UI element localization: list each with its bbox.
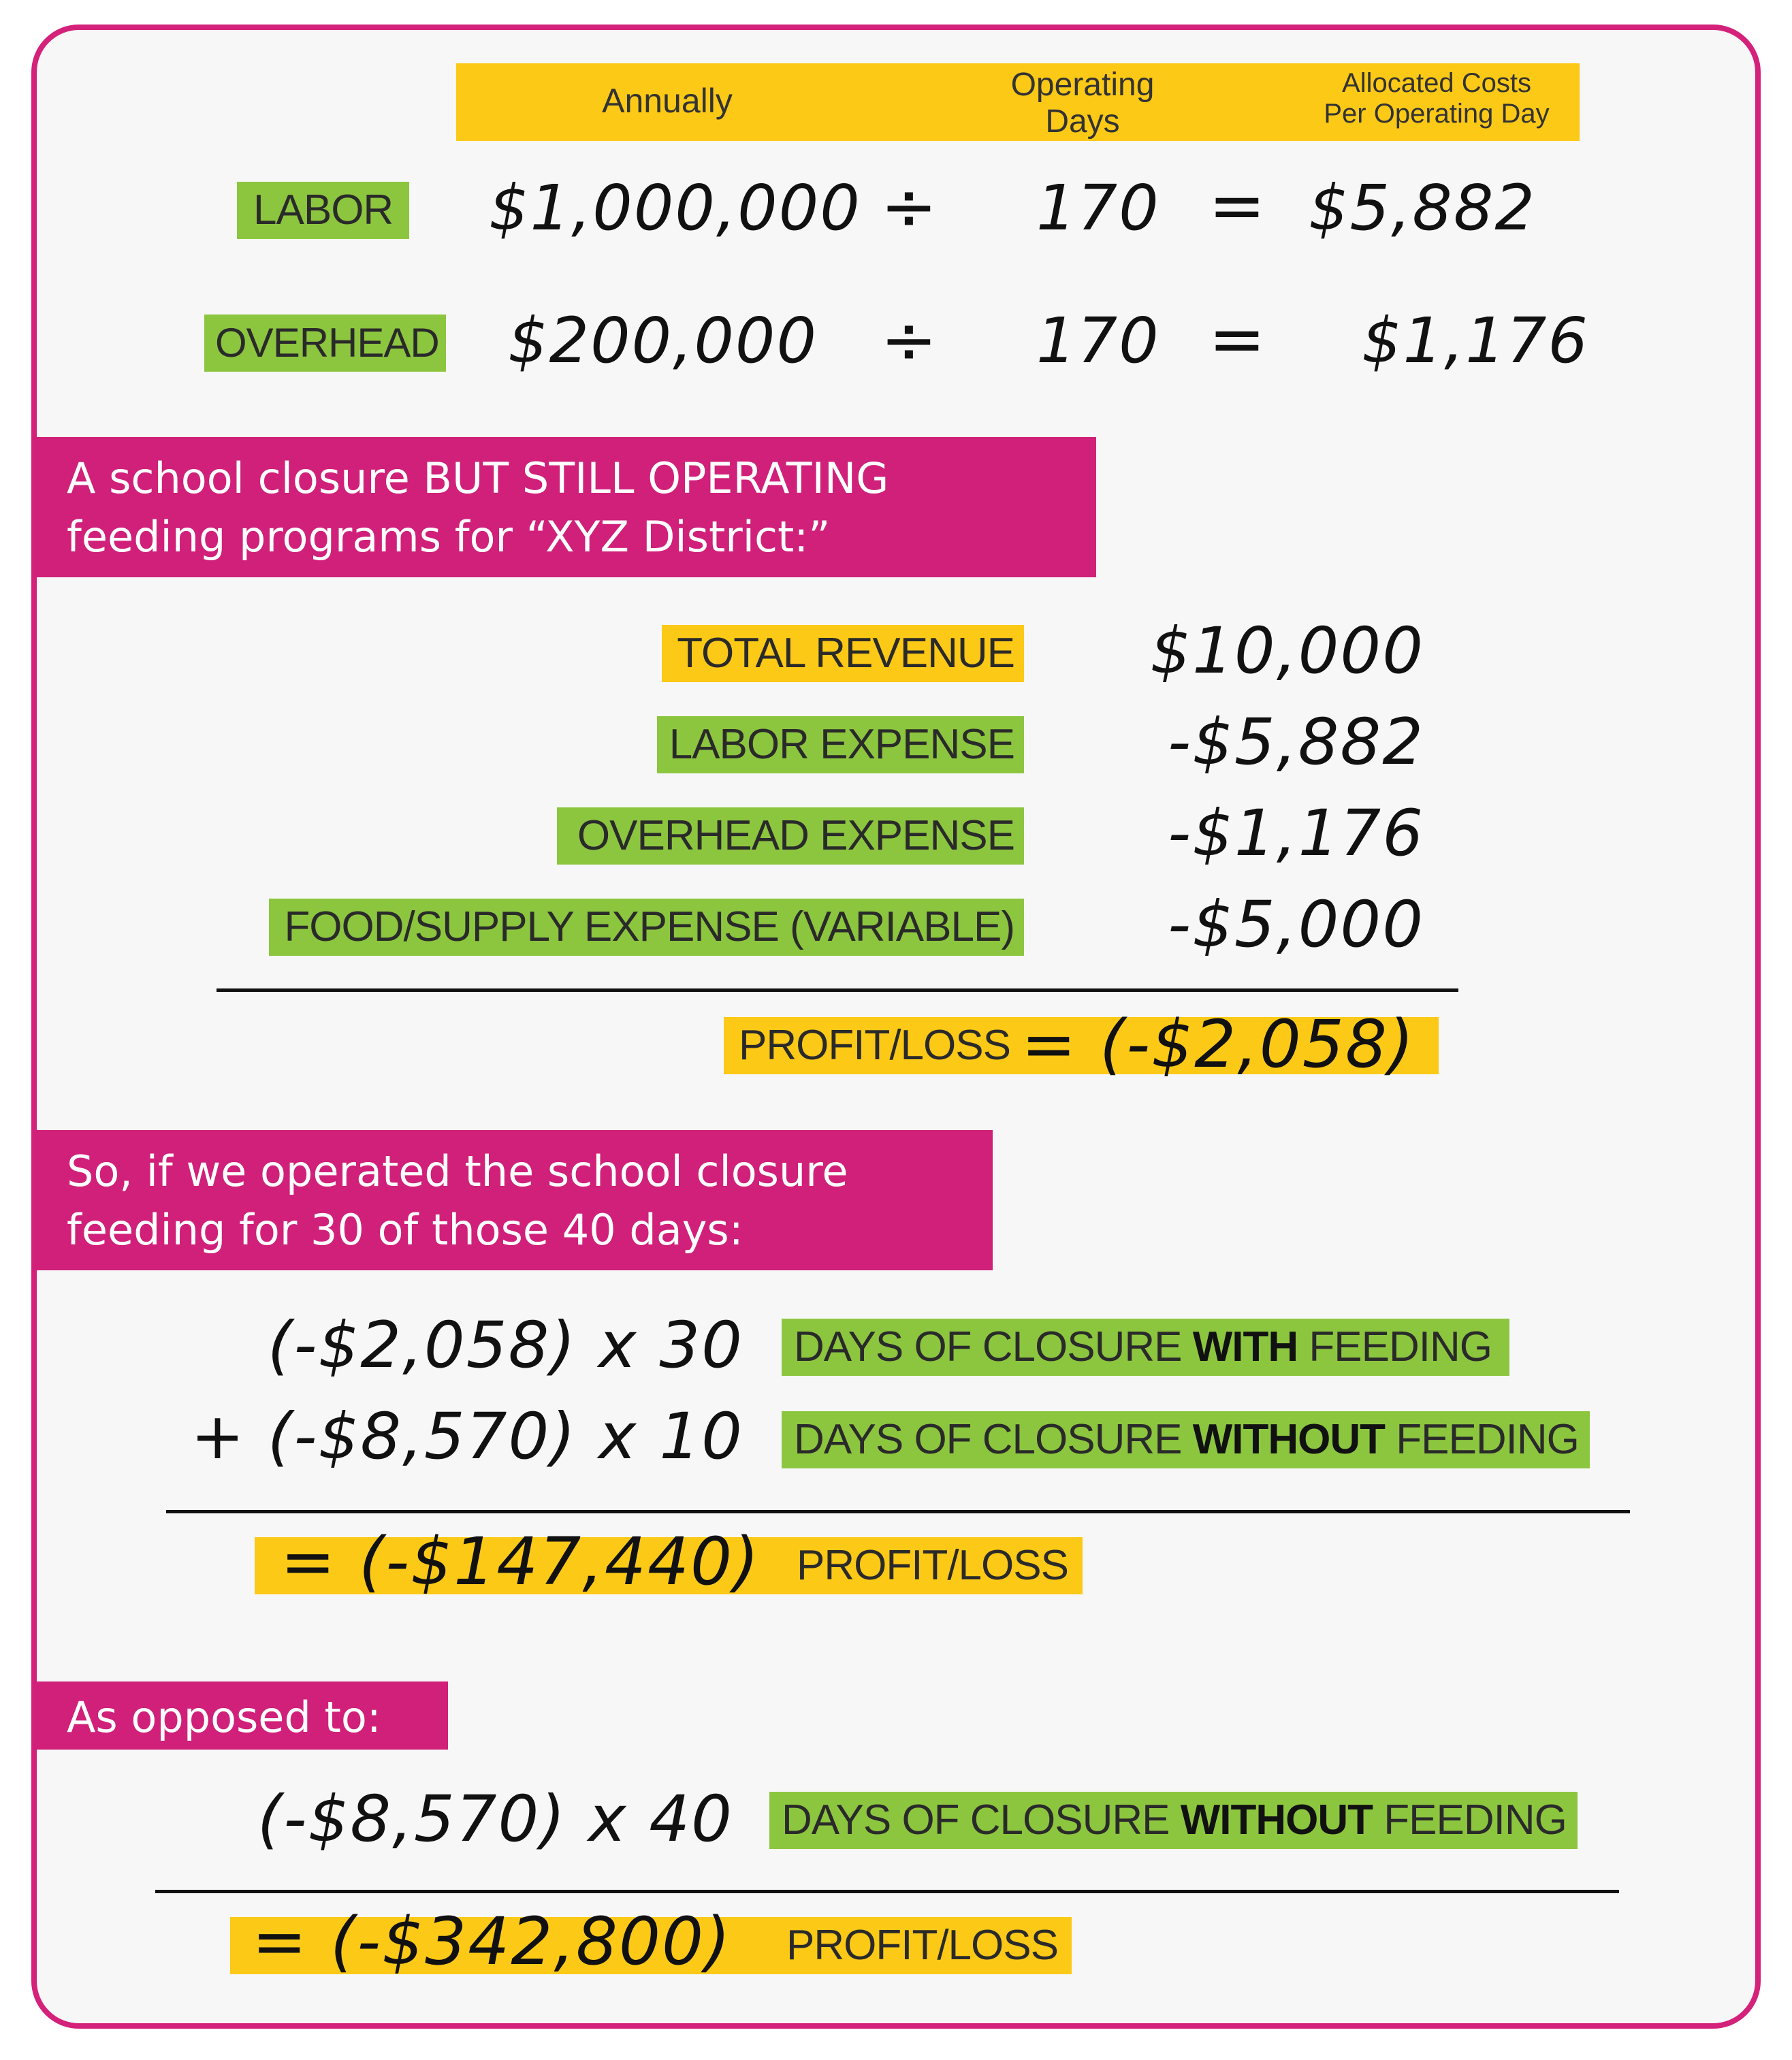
overhead-expense-label: OVERHEAD EXPENSE [557,807,1024,865]
section3-divider [155,1890,1619,1893]
header-allocated-line1: Allocated Costs [1342,68,1531,98]
section2-banner-line1: So, if we operated the school closure [67,1146,848,1196]
section2-divider [166,1510,1630,1513]
section3-label-bold: WITHOUT [1180,1797,1373,1844]
food-supply-expense-value: -$5,000 [1168,888,1424,962]
labor-equals-sign: = [1209,165,1266,245]
section2-line1-label-pre: DAYS OF CLOSURE [794,1323,1193,1370]
labor-label: LABOR [237,182,409,239]
overhead-per-day: $1,176 [1362,304,1589,377]
section1-banner [34,437,1096,577]
section3-result-label: PROFIT/LOSS [786,1922,1058,1969]
section1-result-value: = (-$2,058) [1021,1006,1415,1082]
section3-banner [34,1681,448,1750]
section2-line1-label-bold: WITH [1192,1323,1298,1370]
labor-expense-label: LABOR EXPENSE [657,716,1024,773]
overhead-equals-sign: = [1209,299,1266,379]
food-supply-expense-label: FOOD/SUPPLY EXPENSE (VARIABLE) [269,899,1024,956]
labor-annual: $1,000,000 [489,172,861,244]
header-allocated-costs [1280,68,1593,129]
header-operating-days [967,67,1198,140]
section1-divider [217,988,1458,992]
section2-line2-label-bold: WITHOUT [1192,1416,1386,1463]
labor-divide-sign: ÷ [880,167,938,246]
labor-per-day: $5,882 [1309,172,1536,244]
section3-label [769,1792,1578,1849]
overhead-days: 170 [1036,304,1160,377]
total-revenue-label: TOTAL REVENUE [662,625,1024,682]
section2-line2-expression: + (-$8,570) x 10 [191,1400,743,1474]
section1-result-label: PROFIT/LOSS [739,1022,1010,1069]
section3-label-post: FEEDING [1373,1797,1567,1844]
labor-expense-value: -$5,882 [1168,705,1424,779]
section2-line1-label-post: FEEDING [1298,1323,1492,1370]
header-annually: Annually [602,82,733,120]
section2-banner-line2: feeding for 30 of those 40 days: [67,1204,743,1255]
section3-expression: (-$8,570) x 40 [257,1782,733,1856]
total-revenue-value: $10,000 [1150,614,1424,688]
overhead-divide-sign: ÷ [880,300,938,380]
section2-banner [34,1130,993,1270]
overhead-label: OVERHEAD [204,315,446,372]
section3-banner-text: As opposed to: [67,1692,381,1742]
section2-line2-label-post: FEEDING [1385,1416,1579,1463]
section2-line2-label [782,1411,1590,1468]
section2-line1-expression: (-$2,058) x 30 [267,1308,743,1383]
section2-line1-label [782,1319,1509,1376]
section2-result-label: PROFIT/LOSS [797,1542,1068,1589]
section3-result-value: = (-$342,800) [252,1903,732,1980]
section1-banner-line1: A school closure BUT STILL OPERATING [67,453,889,503]
header-operating-days-line2: Days [1045,103,1120,140]
section3-label-pre: DAYS OF CLOSURE [782,1797,1181,1844]
header-operating-days-line1: Operating [1010,67,1155,103]
overhead-annual: $200,000 [508,304,818,377]
section1-banner-line2: feeding programs for “XYZ District:” [67,511,831,562]
header-allocated-line2: Per Operating Day [1324,98,1550,129]
section2-result-value: = (-$147,440) [281,1524,761,1600]
labor-days: 170 [1036,172,1160,244]
section2-line2-label-pre: DAYS OF CLOSURE [794,1416,1193,1463]
overhead-expense-value: -$1,176 [1168,796,1424,871]
